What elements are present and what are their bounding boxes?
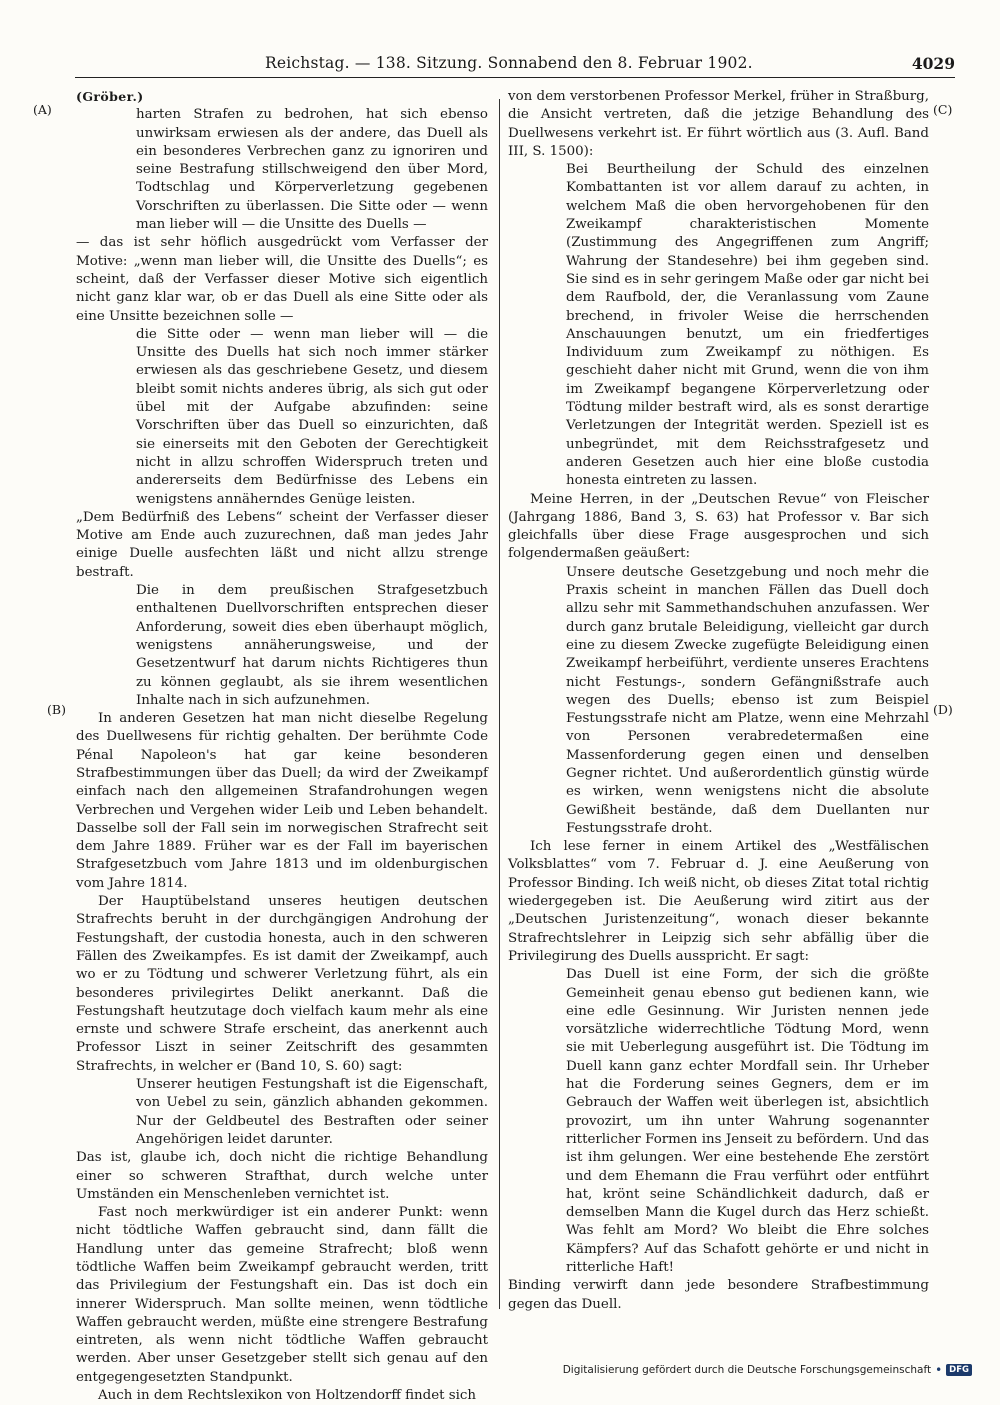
body-paragraph: Ich lese ferner in einem Artikel des „Westfälischen Volksblattes“ vom 7. Februar d. J. eine Aeußerung von Professor Binding. Ich weiß nicht, ob dieses Zitat total richtig wiedergegeben ist. Die Aeußerung wird zitirt aus der „Deutschen Juristenzeitung“, wonach dieser bekannte Strafrechtslehrer in Leipzig sich sehr abfällig über die Privilegirung des Duells ausspricht. Er sagt: <box>508 839 929 964</box>
quote-paragraph: Unsere deutsche Gesetzgebung und noch mehr die Praxis scheint in manchen Fällen das Duell doch allzu sehr mit Sammethandschuhen anzufassen. Wer durch ganz brutale Beleidigung, vielleicht gar durch eine zu diesem Zwecke zugefügte Beleidigung einen Zweikampf herbeiführt, verdiente unseres Erachtens nicht Festungs-, sondern Gefängnißstrafe auch wegen des Duells; ebenso ist zum Beispiel Festungsstrafe nicht am Platze, wenn eine Mehrzahl von Personen verabredetermaßen eine Massenforderung gegen einen und denselben Gegner richtet. Und außerordentlich günstig würde es wirken, wenn wenigstens nicht die absolute Gewißheit bestände, daß dem Duellanten nur Festungsstrafe droht. <box>566 564 929 836</box>
right-column <box>508 88 929 1314</box>
footer-dot-icon: • <box>935 1363 943 1377</box>
header-title: Reichstag. — 138. Sitzung. Sonnabend den 8. Februar 1902. <box>265 54 753 72</box>
quote-paragraph: die Sitte oder — wenn man lieber will — die Unsitte des Duells hat sich noch immer stärker erwiesen als das geschriebene Gesetz, und diesem bleibt somit nichts anderes übrig, als sich gut oder übel mit der Aufgabe abzufinden: seine Vorschriften über das Duell so einzurichten, daß sie einerseits mit den Geboten der Gerechtigkeit nicht in allzu schroffen Widerspruch treten und andererseits dem Bedürfnisse des Lebens ein wenigstens annäherndes Genüge leisten. <box>136 326 488 507</box>
footer-text: Digitalisierung gefördert durch die Deutsche Forschungsgemeinschaft <box>562 1364 932 1376</box>
quote-paragraph: Unserer heutigen Festungshaft ist die Eigenschaft, von Uebel zu sein, gänzlich abhanden gekommen. Nur der Geldbeutel des Bestraften oder seiner Angehörigen leidet darunter. <box>136 1077 488 1147</box>
column-divider <box>499 99 500 1309</box>
page-header <box>75 50 955 76</box>
quote-paragraph: harten Strafen zu bedrohen, hat sich ebenso unwirksam erwiesen als der andere, das Duell als ein besonderes Verbrechen ganz zu ignoriren und seine Bestrafung stillschweigend den über Mord, Todtschlag und Körperverletzung gegebenen Vorschriften zu überlassen. Die Sitte oder — wenn man lieber will — die Unsitte des Duells — <box>136 107 488 233</box>
page-number: 4029 <box>911 54 955 73</box>
quote-paragraph: Die in dem preußischen Strafgesetzbuch enthaltenen Duellvorschriften entsprechen dieser Anforderung, soweit dies eben überhaupt möglich, wenigstens annäherungsweise, und der Gesetzentwurf hat darum nichts Richtigeres thun zu können geglaubt, als sie ihrem wesentlichen Inhalte nach in sich aufzunehmen. <box>136 583 488 708</box>
left-column <box>76 88 488 1405</box>
body-paragraph: von dem verstorbenen Professor Merkel, früher in Straßburg, die Ansicht vertreten, daß die jetzige Behandlung des Duellwesens verkehrt ist. Er führt wörtlich aus (3. Aufl. Band III, S. 1500): <box>508 89 929 159</box>
dfg-logo-icon: DFG <box>946 1364 972 1376</box>
margin-mark-b: (B) <box>47 702 66 717</box>
margin-mark-d: (D) <box>933 702 953 717</box>
body-paragraph: Binding verwirft dann jede besondere Strafbestimmung gegen das Duell. <box>508 1278 929 1312</box>
body-paragraph: Meine Herren, in der „Deutschen Revue“ von Fleischer (Jahrgang 1886, Band 3, S. 63) hat Professor v. Bar sich gleichfalls über diese Frage ausgesprochen und sich folgendermaßen geäußert: <box>508 491 929 562</box>
margin-mark-c: (C) <box>933 102 953 117</box>
body-paragraph: Auch in dem Rechtslexikon von Holtzendorff findet sich <box>98 1388 477 1404</box>
body-paragraph: — das ist sehr höflich ausgedrückt vom Verfasser der Motive: „wenn man lieber will, die Unsitte des Duells“; es scheint, daß der Verfasser dieser Motive sich eigentlich nicht ganz klar war, ob er das Duell als eine Sitte oder als eine Unsitte bezeichnen solle — <box>76 235 488 324</box>
speaker-name: (Gröber.) <box>76 89 144 104</box>
footer-credit <box>563 1363 972 1377</box>
body-paragraph: „Dem Bedürfniß des Lebens“ scheint der Verfasser dieser Motive am Ende auch zuzurechnen, daß man jedes Jahr einige Duelle ausfechten läßt und nicht allzu strenge bestraft. <box>76 509 488 580</box>
header-rule <box>75 77 955 78</box>
margin-mark-a: (A) <box>33 102 52 117</box>
quote-paragraph: Das Duell ist eine Form, der sich die größte Gemeinheit genau ebenso gut bedienen kann, wie eine edle Gesinnung. Wir Juristen nennen jede vorsätzliche widerrechtliche Tödtung Mord, wenn sie mit Ueberlegung ausgeführt ist. Die Tödtung im Duell kann ganz echter Mordfall sein. Ihr Urheber hat die Forderung seines Gegners, dem er im Gebrauch der Waffen weit überlegen ist, absichtlich provozirt, um ihn unter Wahrung sogenannter ritterlicher Formen ins Jenseit zu befördern. Und das ist ihm gelungen. Wer eine bestehende Ehe zerstört und dem Ehemann die Frau verführt oder entführt hat, krönt seine Schändlichkeit dadurch, daß er demselben Mann die Kugel durch das Herz schießt. Was fehlt am Mord? Wo bleibt die Ehre solches Kämpfers? Auf das Schafott gehörte er und nicht in ritterliche Haft! <box>566 967 929 1275</box>
body-paragraph: In anderen Gesetzen hat man nicht dieselbe Regelung des Duellwesens für richtig gehalten. Der berühmte Code Pénal Napoleon's hat gar keine besonderen Strafbestimmungen über das Duell; da wird der Zweikampf einfach nach den allgemeinen Strafandrohungen wegen Verbrechen und Vergehen wider Leib und Leben behandelt. Dasselbe soll der Fall sein im norwegischen Strafrecht seit dem Jahre 1889. Früher war es der Fall im bayerischen Strafgesetzbuch vom Jahre 1813 und im oldenburgischen vom Jahre 1814. <box>76 711 488 891</box>
quote-paragraph: Bei Beurtheilung der Schuld des einzelnen Kombattanten ist vor allem darauf zu achten, in welchem Maß die oben hervorgehobenen für den Zweikampf charakteristischen Momente (Zustimmung des Angegriffenen zum Angriff; Wahrung der Standesehre) bei ihm gegeben sind. Sie sind es in sehr geringem Maße oder gar nicht bei dem Raufbold, der, die Veranlassung vom Zaune brechend, in frivoler Weise die herrschenden Anschauungen benutzt, um ein friedfertiges Individuum zum Zweikampf zu nöthigen. Es geschieht daher nicht mit Grund, wenn die von ihm im Zweikampf begangene Körperverletzung oder Tödtung milder bestraft wird, als es sonst derartige Verletzungen der Integrität werden. Speziell ist es unbegründet, mit dem Reichsstrafgesetz und anderen Gesetzen auch hier eine bloße custodia honesta eintreten zu lassen. <box>566 162 929 489</box>
body-paragraph: Fast noch merkwürdiger ist ein anderer Punkt: wenn nicht tödtliche Waffen gebraucht sind, dann fällt die Handlung unter das gemeine Strafrecht; bloß wenn tödtliche Waffen beim Zweikampf gebraucht werden, tritt das Privilegium der Festungshaft ein. Das ist doch ein innerer Widerspruch. Man sollte meinen, wenn tödtliche Waffen gebraucht werden, müßte eine strengere Bestrafung eintreten, als wenn nicht tödtliche Waffen gebraucht werden. Aber unser Gesetzgeber stellt sich genau auf den entgegengesetzten Standpunkt. <box>76 1205 488 1385</box>
body-paragraph: Der Hauptübelstand unseres heutigen deutschen Strafrechts beruht in der durchgängigen Androhung der Festungshaft, der custodia honesta, auch in den schweren Fällen des Zweikampfes. Es ist damit der Zweikampf, auch wo er zu Tödtung und schwerer Verletzung führt, als ein besonderes privilegirtes Delikt anerkannt. Daß die Festungshaft heutzutage doch vielfach kaum mehr als eine ernste und schwere Strafe erscheint, das anerkennt auch Professor Liszt in seiner Zeitschrift des gesammten Strafrechts, in welcher er (Band 10, S. 60) sagt: <box>76 894 488 1074</box>
body-paragraph: Das ist, glaube ich, doch nicht die richtige Behandlung einer so schweren Strafthat, durch welche unter Umständen ein Menschenleben vernichtet ist. <box>76 1150 488 1202</box>
